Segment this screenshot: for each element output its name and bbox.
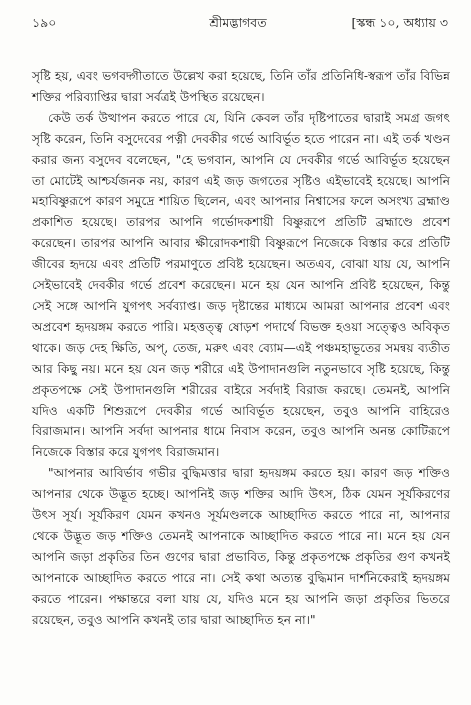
running-header <box>28 12 448 34</box>
paragraph: সৃষ্টি হয়, এবং ভগবদ্গীতাতে উল্লেখ করা হয়েছে, তিনি তাঁর প্রতিনিধি-স্বরূপ তাঁর বিভিন্ন শক্তির পরিব্যাপ্তির দ্বারা সর্বত্রই উপস্থিত রয়েছেন। <box>32 69 450 104</box>
paragraph: "আপনার আবির্ভাব গভীর বুদ্ধিমত্তার দ্বারা হৃদয়ঙ্গম করতে হয়। কারণ জড় শক্তিও আপনার থেকে উদ্ভূত হচ্ছে। আপনিই জড় শক্তির আদি উৎস, ঠিক যেমন সূর্যকিরণের উৎস সূর্য। সূর্যকিরণ যেমন কখনও সূর্যমণ্ডলকে আচ্ছাদিত করতে পারে না, আপনার থেকে উদ্ভূত জড় শক্তিও তেমনই আপনাকে আচ্ছাদিত করতে পারে না। মনে হয় যেন আপনি জড়া প্রকৃতির তিন গুণের দ্বারা প্রভাবিত, কিন্তু প্রকৃতপক্ষে প্রকৃতির গুণ কখনই আপনাকে আচ্ছাদিত করতে পারে না। সেই কথা অত্যন্ত বুদ্ধিমান দার্শনিকেরাই হৃদয়ঙ্গম করতে পারেন। পক্ষান্তরে বলা যায় যে, যদিও মনে হয় আপনি জড়া প্রকৃতির ভিতরে রয়েছেন, তবুও আপনি কখনই তার দ্বারা আচ্ছাদিত হন না।" <box>32 466 450 627</box>
paragraph: কেউ তর্ক উত্থাপন করতে পারে যে, যিনি কেবল তাঁর দৃষ্টিপাতের দ্বারাই সমগ্র জগৎ সৃষ্টি করেন, তিনি বসুদেবের পত্নী দেবকীর গর্ভে আবির্ভূত হতে পারেন না। এই তর্ক খণ্ডন করার জন্য বসুদেব বলেছেন, "হে ভগবান, আপনি যে দেবকীর গর্ভে আবির্ভূত হয়েছেন তা মোটেই আশ্চর্যজনক নয়, কারণ এই জড় জগতের সৃষ্টিও এইভাবেই হয়েছে। আপনি মহাবিষ্ণুরূপে কারণ সমুদ্রে শায়িত ছিলেন, এবং আপনার নিশ্বাসের ফলে অসংখ্য ব্রহ্মাণ্ড প্রকাশিত হয়েছে। তারপর আপনি গর্ভোদকশায়ী বিষ্ণুরূপে প্রতিটি ব্রহ্মাণ্ডে প্রবেশ করেছেন। তারপর আপনি আবার ক্ষীরোদকশায়ী বিষ্ণুরূপে নিজেকে বিস্তার করে প্রতিটি জীবের হৃদয়ে এবং প্রতিটি পরমাণুতে প্রবিষ্ট হয়েছেন। অতএব, বোঝা যায় যে, আপনি সেইভাবেই দেবকীর গর্ভে প্রবেশ করেছেন। মনে হয় যেন আপনি প্রবিষ্ট হয়েছেন, কিন্তু সেই সঙ্গে আপনি যুগপৎ সর্বব্যাপ্ত। জড় দৃষ্টান্তের মাধ্যমে আমরা আপনার প্রবেশ এবং অপ্রবেশ হৃদয়ঙ্গম করতে পারি। মহত্তত্ত্ব ষোড়শ পদার্থে বিভক্ত হওয়া সত্ত্বেও অবিকৃত থাকে। জড় দেহ ক্ষিতি, অপ্‌, তেজ, মরুৎ এবং ব্যোম—এই পঞ্চমহাভূতের সমন্বয় ব্যতীত আর কিছু নয়। মনে হয় যেন জড় শরীরে এই উপাদানগুলি নতুনভাবে সৃষ্টি হয়েছে, কিন্তু প্রকৃতপক্ষে সেই উপাদানগুলি শরীরের বাইরে সর্বদাই বিরাজ করছে। তেমনই, আপনি যদিও একটি শিশুরূপে দেবকীর গর্ভে আবির্ভূত হয়েছেন, তবুও আপনি বাহিরেও বিরাজমান। আপনি সর্বদা আপনার ধামে নিবাস করেন, তবুও আপনি অনন্ত কোটিরূপে নিজেকে বিস্তার করে যুগপৎ বিরাজমান। <box>32 110 450 460</box>
page-number: ১৯০ <box>32 15 57 30</box>
page-body <box>32 66 450 630</box>
chapter-reference: [স্কন্ধ ১০, অধ্যায় ৩ <box>351 15 448 30</box>
book-title: শ্রীমদ্ভাগবত <box>209 15 267 30</box>
